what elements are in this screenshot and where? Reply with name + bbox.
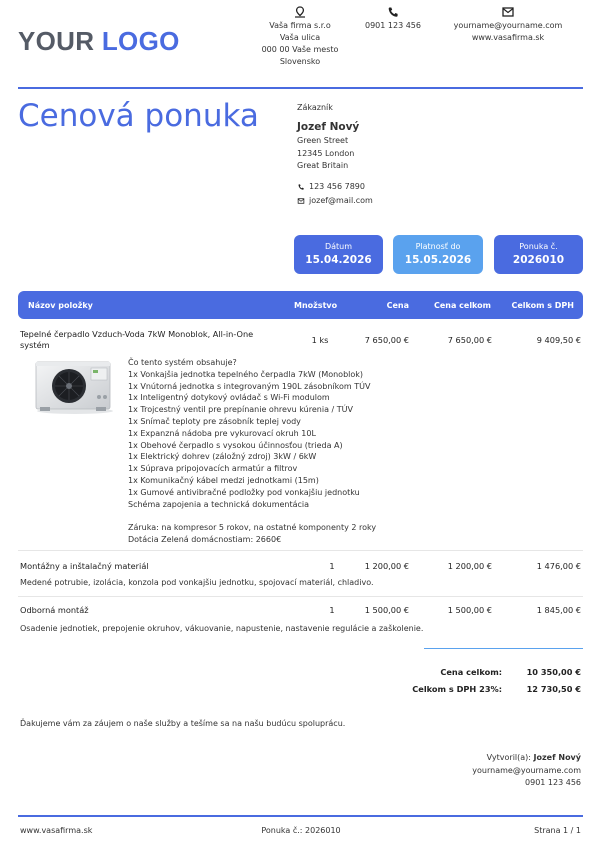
detail-line: 1x Súprava pripojovacích armatúr a filtrov <box>128 464 298 474</box>
items-table-header <box>18 291 583 319</box>
item-3-total-vat: 1 845,00 € <box>536 605 581 615</box>
detail-line: 1x Trojcestný ventil pre prepínanie ohrevu kúrenia / TÚV <box>128 405 353 415</box>
detail-line: 1x Obehové čerpadlo s vysokou účinnosťou (trieda A) <box>128 440 343 450</box>
item-3-total: 1 500,00 € <box>447 605 492 615</box>
item-1-name-line2: systém <box>20 340 50 350</box>
footer-web: www.vasafirma.sk <box>20 826 93 835</box>
heat-pump-image <box>33 357 115 415</box>
item-1-total: 7 650,00 € <box>447 335 492 345</box>
badge-offer-label: Ponuka č. <box>519 242 558 251</box>
warranty-line: Záruka: na kompresor 5 rokov, na ostatné komponenty 2 roky <box>128 523 377 533</box>
col-quantity: Množstvo <box>294 301 338 310</box>
item-2-total: 1 200,00 € <box>447 561 492 571</box>
company-name: Vaša firma s.r.o <box>269 21 331 30</box>
col-total: Cena celkom <box>433 301 491 310</box>
customer-label: Zákazník <box>297 103 333 112</box>
company-phone: 0901 123 456 <box>365 21 421 30</box>
item-1-total-vat: 9 409,50 € <box>536 335 581 345</box>
footer-offer-number: Ponuka č.: 2026010 <box>261 826 341 835</box>
item-2-name: Montážny a inštalačný materiál <box>20 561 149 571</box>
customer-block <box>297 102 373 208</box>
email-icon <box>501 6 515 18</box>
item-3-name: Odborná montáž <box>20 605 89 615</box>
phone-icon <box>297 183 305 191</box>
detail-line: 1x Vnútorná jednotka s integrovaným 190L zásobníkom TÚV <box>128 381 371 391</box>
detail-line: 1x Snímač teploty pre zásobník teplej vody <box>128 416 301 426</box>
col-price: Cena <box>386 301 409 310</box>
item-2-description: Medené potrubie, izolácia, konzola pod vonkajšiu jednotku, spojovací materiál, chladivo. <box>20 578 374 587</box>
created-by-name: Jozef Nový <box>533 753 581 762</box>
grand-total-label: Cena celkom: <box>440 667 502 677</box>
company-web: www.vasafirma.sk <box>471 33 545 42</box>
item-1-name <box>20 329 270 351</box>
detail-line: 1x Vonkajšia jednotka tepelného čerpadla 7kW (Monoblok) <box>128 369 364 379</box>
badge-date <box>294 235 383 274</box>
company-city: 000 00 Vaše mesto <box>261 45 339 54</box>
badge-date-value: 15.04.2026 <box>305 254 372 266</box>
customer-name: Jozef Nový <box>297 120 360 133</box>
created-by-line <box>472 752 581 765</box>
footer-page-number: Strana 1 / 1 <box>534 826 581 835</box>
badge-valid-value: 15.05.2026 <box>404 254 472 266</box>
customer-phone: 123 456 7890 <box>309 181 365 191</box>
detail-line: 1x Inteligentný dotykový ovládač s Wi-Fi modulom <box>128 393 330 403</box>
company-contact-block <box>438 6 578 44</box>
badge-valid-until <box>393 235 483 274</box>
customer-phone-row <box>297 181 373 194</box>
detail-line: Čo tento systém obsahuje? <box>128 358 237 367</box>
created-by-label: Vytvoril(a): <box>486 753 531 762</box>
col-total-vat: Celkom s DPH <box>511 301 574 310</box>
company-logo <box>18 26 180 57</box>
item-2-price: 1 200,00 € <box>364 561 409 571</box>
item-3-description: Osadenie jednotiek, prepojenie okruhov, vákuovanie, napustenie, nastavenie regulácie a zaškolenie. <box>20 624 424 633</box>
grand-total-vat-label: Celkom s DPH 23%: <box>412 684 502 694</box>
grand-total-value: 10 350,00 € <box>526 667 581 677</box>
col-item-name: Názov položky <box>28 301 93 310</box>
detail-spacer <box>128 510 428 522</box>
signature-block <box>472 752 581 790</box>
subsidy-line: Dotácia Zelená domácnostiam: 2660€ <box>128 534 282 544</box>
detail-line: 1x Expanzná nádoba pre vykurovací okruh 10L <box>128 428 316 438</box>
badge-date-label: Dátum <box>324 242 353 251</box>
logo-part2: LOGO <box>101 26 180 56</box>
thank-you-note: Ďakujeme vám za záujem o naše služby a tešíme sa na našu budúcu spoluprácu. <box>20 719 346 728</box>
grand-total-vat-value: 12 730,50 € <box>526 684 581 694</box>
company-email: yourname@yourname.com <box>453 21 563 30</box>
item-1-details <box>128 357 428 546</box>
document-title: Cenová ponuka <box>18 98 259 134</box>
item-2-qty: 1 <box>329 561 335 571</box>
totals-divider <box>424 648 583 649</box>
customer-email-row <box>297 195 373 208</box>
customer-city: 12345 London <box>297 148 355 158</box>
item-1-name-line1: Tepelné čerpadlo Vzduch-Voda 7kW Monoblok, All-in-One <box>20 329 254 339</box>
footer-divider <box>18 815 583 817</box>
signature-phone: 0901 123 456 <box>525 778 581 787</box>
detail-line: 1x Gumové antivibračné podložky pod vonkajšiu jednotku <box>128 487 360 497</box>
phone-icon <box>386 6 400 18</box>
row-separator <box>18 596 583 597</box>
badge-offer-number <box>494 235 583 274</box>
detail-line: Schéma zapojenia a technická dokumentácia <box>128 499 310 509</box>
detail-line: 1x Elektrický dohrev (záložný zdroj) 3kW / 6kW <box>128 452 317 462</box>
header-divider <box>18 87 583 89</box>
company-address-block <box>255 6 345 68</box>
badge-offer-value: 2026010 <box>512 254 565 266</box>
badge-valid-label: Platnosť do <box>415 242 461 251</box>
company-phone-block <box>357 6 429 32</box>
logo-part1: YOUR <box>18 26 95 56</box>
customer-street: Green Street <box>297 136 349 145</box>
detail-line: 1x Komunikačný kábel medzi jednotkami (15m) <box>128 475 319 485</box>
row-separator <box>18 550 583 551</box>
email-icon <box>297 197 305 205</box>
location-icon <box>293 6 307 18</box>
item-2-total-vat: 1 476,00 € <box>536 561 581 571</box>
item-1-price: 7 650,00 € <box>364 335 409 345</box>
item-3-price: 1 500,00 € <box>364 605 409 615</box>
company-country: Slovensko <box>279 57 321 66</box>
signature-email: yourname@yourname.com <box>472 765 581 775</box>
item-1-qty: 1 ks <box>311 335 329 345</box>
customer-email: jozef@mail.com <box>309 196 373 205</box>
company-street: Vaša ulica <box>279 33 321 42</box>
customer-country: Great Britain <box>297 161 349 170</box>
item-3-qty: 1 <box>329 605 335 615</box>
